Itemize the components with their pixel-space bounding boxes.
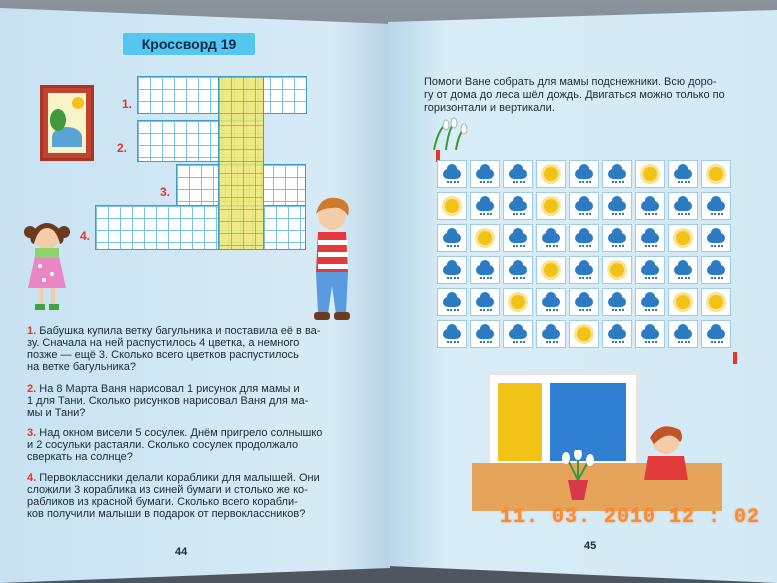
- problem-number: 3.: [27, 427, 37, 439]
- rain-cell[interactable]: [470, 320, 500, 348]
- raindrops-icon: [711, 273, 723, 279]
- raindrops-icon: [612, 177, 624, 183]
- instruction-line: горизонтали и вертикали.: [424, 102, 555, 114]
- problem-line: сверкать на солнце?: [27, 451, 133, 463]
- raindrops-icon: [678, 177, 690, 183]
- sun-icon: [676, 231, 690, 245]
- sun-icon: [676, 295, 690, 309]
- rain-cell[interactable]: [536, 224, 566, 252]
- raindrops-icon: [546, 337, 558, 343]
- sun-cell[interactable]: [536, 256, 566, 284]
- flower-pot-icon: [556, 450, 600, 504]
- rain-cell[interactable]: [503, 320, 533, 348]
- problem-number: 2.: [27, 383, 37, 395]
- page-number-left: 44: [175, 546, 188, 558]
- rain-cell[interactable]: [569, 224, 599, 252]
- crossword-row-number: 2.: [117, 141, 128, 155]
- rain-cell[interactable]: [635, 224, 665, 252]
- raindrops-icon: [645, 241, 657, 247]
- problem-1: [27, 325, 357, 373]
- sun-icon: [478, 231, 492, 245]
- rain-cell[interactable]: [437, 288, 467, 316]
- crossword-title: Кроссворд 19: [123, 33, 255, 55]
- problem-line: На 8 Марта Ваня нарисовал 1 рисунок для мамы и: [39, 383, 300, 395]
- rain-cell[interactable]: [569, 160, 599, 188]
- problem-line: и 2 сосульки растаяли. Сколько сосулек продолжало: [27, 439, 299, 451]
- raindrops-icon: [612, 209, 624, 215]
- rain-cell[interactable]: [635, 256, 665, 284]
- rain-cell[interactable]: [569, 288, 599, 316]
- raindrops-icon: [447, 241, 459, 247]
- rain-cell[interactable]: [569, 192, 599, 220]
- raindrops-icon: [480, 337, 492, 343]
- rain-cell[interactable]: [668, 320, 698, 348]
- raindrops-icon: [447, 337, 459, 343]
- raindrops-icon: [612, 241, 624, 247]
- instruction-line: гу от дома до леса шёл дождь. Двигаться можно только по: [424, 89, 725, 101]
- problem-4: [27, 472, 357, 520]
- sun-icon: [544, 199, 558, 213]
- rain-cell[interactable]: [635, 320, 665, 348]
- raindrops-icon: [447, 273, 459, 279]
- raindrops-icon: [645, 337, 657, 343]
- crossword-row-number: 4.: [80, 229, 91, 243]
- sun-icon: [610, 263, 624, 277]
- problem-3: [27, 427, 357, 463]
- raindrops-icon: [513, 273, 525, 279]
- problem-line: 1 для Тани. Сколько рисунков нарисовал Ваня для ма-: [27, 395, 309, 407]
- problem-line: ков получили малыши в подарок от первоклассников?: [27, 508, 306, 520]
- sun-icon: [643, 167, 657, 181]
- maze-instructions: [424, 76, 750, 115]
- raindrops-icon: [711, 209, 723, 215]
- raindrops-icon: [579, 305, 591, 311]
- girl-illustration: [22, 218, 72, 314]
- sun-icon: [445, 199, 459, 213]
- crossword-row-4[interactable]: [95, 205, 306, 250]
- framed-picture: [40, 85, 94, 161]
- rain-cell[interactable]: [569, 256, 599, 284]
- rain-cell[interactable]: [602, 288, 632, 316]
- raindrops-icon: [612, 305, 624, 311]
- raindrops-icon: [678, 273, 690, 279]
- rain-cell[interactable]: [635, 192, 665, 220]
- problem-2: [27, 383, 357, 419]
- rain-cell[interactable]: [503, 160, 533, 188]
- photo-timestamp: 11. 03. 2010 12 : 02: [500, 506, 761, 529]
- rain-cell[interactable]: [668, 256, 698, 284]
- sun-icon: [709, 167, 723, 181]
- rain-cell[interactable]: [602, 224, 632, 252]
- raindrops-icon: [579, 241, 591, 247]
- problem-line: на ветке багульника?: [27, 361, 136, 373]
- sun-cell[interactable]: [701, 288, 731, 316]
- problem-number: 4.: [27, 472, 37, 484]
- rain-cell[interactable]: [470, 160, 500, 188]
- problem-line: Первоклассники делали кораблики для малышей. Они: [39, 472, 320, 484]
- raindrops-icon: [513, 337, 525, 343]
- maze-grid: [437, 160, 741, 356]
- problem-line: позже — ещё 3. Сколько всего цветков распустилось: [27, 349, 299, 361]
- sun-cell[interactable]: [503, 288, 533, 316]
- raindrops-icon: [480, 209, 492, 215]
- crossword-row-number: 1.: [122, 97, 133, 111]
- sun-icon: [544, 263, 558, 277]
- crossword-row-number: 3.: [160, 185, 171, 199]
- sun-cell[interactable]: [536, 192, 566, 220]
- sun-cell[interactable]: [437, 192, 467, 220]
- raindrops-icon: [480, 177, 492, 183]
- rain-cell[interactable]: [470, 192, 500, 220]
- child-drawing-illustration: [640, 420, 690, 480]
- rain-cell[interactable]: [668, 192, 698, 220]
- sun-cell[interactable]: [668, 288, 698, 316]
- instruction-line: Помоги Ване собрать для мамы подснежники. Всю доро-: [424, 76, 717, 88]
- raindrops-icon: [513, 241, 525, 247]
- raindrops-icon: [579, 273, 591, 279]
- raindrops-icon: [645, 209, 657, 215]
- rain-cell[interactable]: [503, 192, 533, 220]
- raindrops-icon: [645, 273, 657, 279]
- rain-cell[interactable]: [602, 192, 632, 220]
- sun-icon: [577, 327, 591, 341]
- raindrops-icon: [711, 241, 723, 247]
- sun-cell[interactable]: [668, 224, 698, 252]
- rain-cell[interactable]: [437, 224, 467, 252]
- sun-icon: [709, 295, 723, 309]
- rain-cell[interactable]: [470, 288, 500, 316]
- sun-cell[interactable]: [569, 320, 599, 348]
- rain-cell[interactable]: [437, 256, 467, 284]
- rain-cell[interactable]: [437, 160, 467, 188]
- problem-number: 1.: [27, 325, 37, 337]
- rain-cell[interactable]: [602, 320, 632, 348]
- rain-cell[interactable]: [668, 160, 698, 188]
- problem-line: мы и Тани?: [27, 407, 86, 419]
- rain-cell[interactable]: [701, 192, 731, 220]
- sun-cell[interactable]: [602, 256, 632, 284]
- raindrops-icon: [447, 305, 459, 311]
- raindrops-icon: [678, 209, 690, 215]
- problem-line: Над окном висели 5 сосулек. Днём пригрело солнышко: [39, 427, 323, 439]
- snowdrops-icon: [428, 116, 468, 150]
- page-number-right: 45: [584, 540, 597, 552]
- sun-icon: [544, 167, 558, 181]
- sun-cell[interactable]: [635, 160, 665, 188]
- rain-cell[interactable]: [503, 256, 533, 284]
- sun-cell[interactable]: [536, 160, 566, 188]
- problem-line: зу. Сначала на ней распустилось 4 цветка, а немного: [27, 337, 300, 349]
- raindrops-icon: [513, 209, 525, 215]
- raindrops-icon: [546, 241, 558, 247]
- rain-cell[interactable]: [635, 288, 665, 316]
- raindrops-icon: [711, 337, 723, 343]
- window-pane: [498, 383, 542, 461]
- raindrops-icon: [546, 305, 558, 311]
- raindrops-icon: [579, 209, 591, 215]
- rain-cell[interactable]: [437, 320, 467, 348]
- problem-line: сложили 3 кораблика из синей бумаги и столько же ко-: [27, 484, 308, 496]
- raindrops-icon: [645, 305, 657, 311]
- problem-line: Бабушка купила ветку багульника и поставила её в ва-: [39, 325, 321, 337]
- raindrops-icon: [513, 177, 525, 183]
- raindrops-icon: [678, 337, 690, 343]
- rain-cell[interactable]: [536, 288, 566, 316]
- sun-cell[interactable]: [701, 160, 731, 188]
- raindrops-icon: [480, 305, 492, 311]
- rain-cell[interactable]: [602, 160, 632, 188]
- problem-line: рабликов из красной бумаги. Сколько всего корабли-: [27, 496, 298, 508]
- raindrops-icon: [579, 177, 591, 183]
- raindrops-icon: [447, 177, 459, 183]
- rain-cell[interactable]: [536, 320, 566, 348]
- rain-cell[interactable]: [470, 256, 500, 284]
- rain-cell[interactable]: [503, 224, 533, 252]
- boy-illustration: [304, 196, 362, 326]
- raindrops-icon: [480, 273, 492, 279]
- rain-cell[interactable]: [701, 256, 731, 284]
- rain-cell[interactable]: [701, 320, 731, 348]
- crossword-key-column: [218, 76, 264, 250]
- raindrops-icon: [612, 337, 624, 343]
- rain-cell[interactable]: [701, 224, 731, 252]
- sun-icon: [511, 295, 525, 309]
- sun-cell[interactable]: [470, 224, 500, 252]
